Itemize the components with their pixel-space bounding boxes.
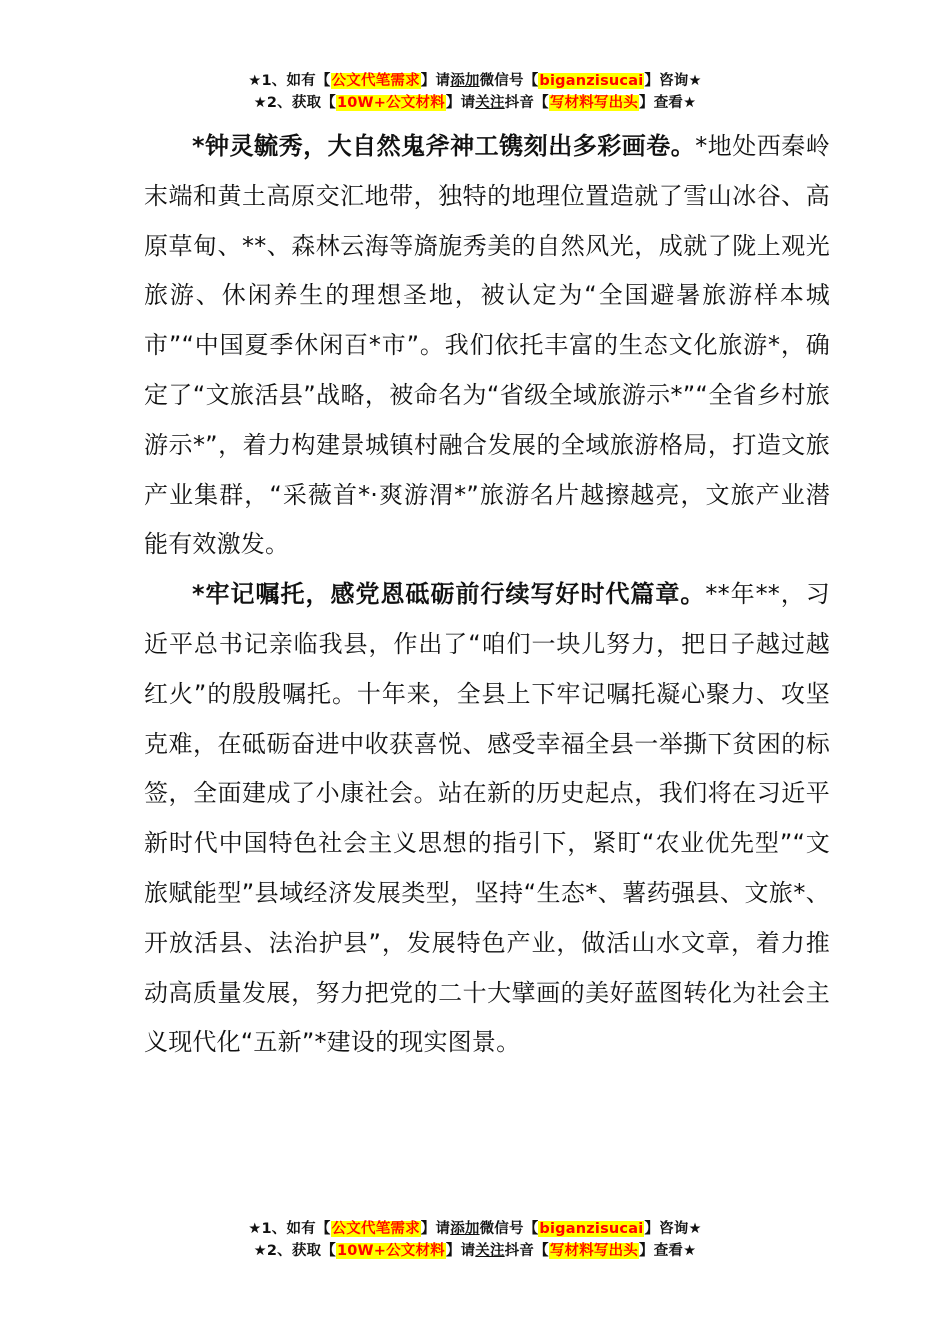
banner-text: 】查看★ xyxy=(639,1243,697,1259)
underlined-follow: 关注 xyxy=(475,1243,505,1259)
highlight-service: 公文代笔需求 xyxy=(331,73,420,89)
banner-text: 微信号【 xyxy=(479,73,539,89)
banner-text: 】请 xyxy=(445,95,476,111)
paragraph-text: **年**，习近平总书记亲临我县，作出了“咱们一块儿努力，把日子越过越红火”的殷殷嘱托。十年来，全县上下牢记嘱托凝心聚力、攻坚克难，在砥砺奋进中收获喜悦、感受幸福全县一举撕下贫困的标签，全面建成了小康社会。站在新的历史起点，我们将在习近平新时代中国特色社会主义思想的指引下，紧盯“农业优先型”“文旅赋能型”县域经济发展类型，坚持“生态*、薯药强县、文旅*、开放活县、法治护县”，发展特色产业，做活山水文章，着力推动高质量发展，努力把党的二十大擘画的美好蓝图转化为社会主义现代化“五新”*建设的现实图景。 xyxy=(144,580,830,1057)
banner-text: ★1、如有【 xyxy=(248,73,331,89)
highlight-materials: 10W+公文材料 xyxy=(336,1243,445,1259)
banner-text: 】请 xyxy=(420,73,451,89)
banner-line-1 xyxy=(0,70,950,92)
paragraph-scenery xyxy=(144,122,830,570)
underlined-follow: 关注 xyxy=(475,95,505,111)
highlight-service: 公文代笔需求 xyxy=(331,1221,420,1237)
paragraph-heading: *牢记嘱托，感党恩砥砺前行续写好时代篇章。 xyxy=(192,580,706,609)
highlight-wechat-id: biganzisucai xyxy=(539,1221,644,1237)
underlined-add: 添加 xyxy=(450,73,480,89)
header-banner xyxy=(0,70,950,114)
banner-text: 】查看★ xyxy=(639,95,697,111)
banner-line-2 xyxy=(0,92,950,114)
highlight-douyin-account: 写材料写出头 xyxy=(549,1243,639,1259)
banner-text: ★2、获取【 xyxy=(253,95,336,111)
paragraph-heading: *钟灵毓秀，大自然鬼斧神工镌刻出多彩画卷。 xyxy=(192,132,696,160)
banner-text: 】咨询★ xyxy=(644,1221,702,1237)
banner-line-1 xyxy=(0,1218,950,1240)
highlight-materials: 10W+公文材料 xyxy=(336,95,445,111)
banner-text: 】咨询★ xyxy=(644,73,702,89)
banner-text: 微信号【 xyxy=(479,1221,539,1237)
banner-text: 】请 xyxy=(445,1243,476,1259)
paragraph-text: *地处西秦岭末端和黄土高原交汇地带，独特的地理位置造就了雪山冰谷、高原草甸、**、森林云海等旖旎秀美的自然风光，成就了陇上观光旅游、休闲养生的理想圣地，被认定为“全国避暑旅游样本城市”“中国夏季休闲百*市”。我们依托丰富的生态文化旅游*，确定了“文旅活县”战略，被命名为“省级全域旅游示*”“全省乡村旅游示*”，着力构建景城镇村融合发展的全域旅游格局，打造文旅产业集群，“采薇首*·爽游渭*”旅游名片越擦越亮，文旅产业潜能有效激发。 xyxy=(144,132,830,559)
highlight-douyin-account: 写材料写出头 xyxy=(549,95,639,111)
banner-text: ★1、如有【 xyxy=(248,1221,331,1237)
footer-banner xyxy=(0,1218,950,1262)
banner-text: 抖音【 xyxy=(504,95,549,111)
banner-text: 】请 xyxy=(420,1221,451,1237)
banner-text: 抖音【 xyxy=(504,1243,549,1259)
banner-text: ★2、获取【 xyxy=(253,1243,336,1259)
highlight-wechat-id: biganzisucai xyxy=(539,73,644,89)
document-body xyxy=(144,122,830,1068)
underlined-add: 添加 xyxy=(450,1221,480,1237)
banner-line-2 xyxy=(0,1240,950,1262)
paragraph-mission xyxy=(144,570,830,1068)
